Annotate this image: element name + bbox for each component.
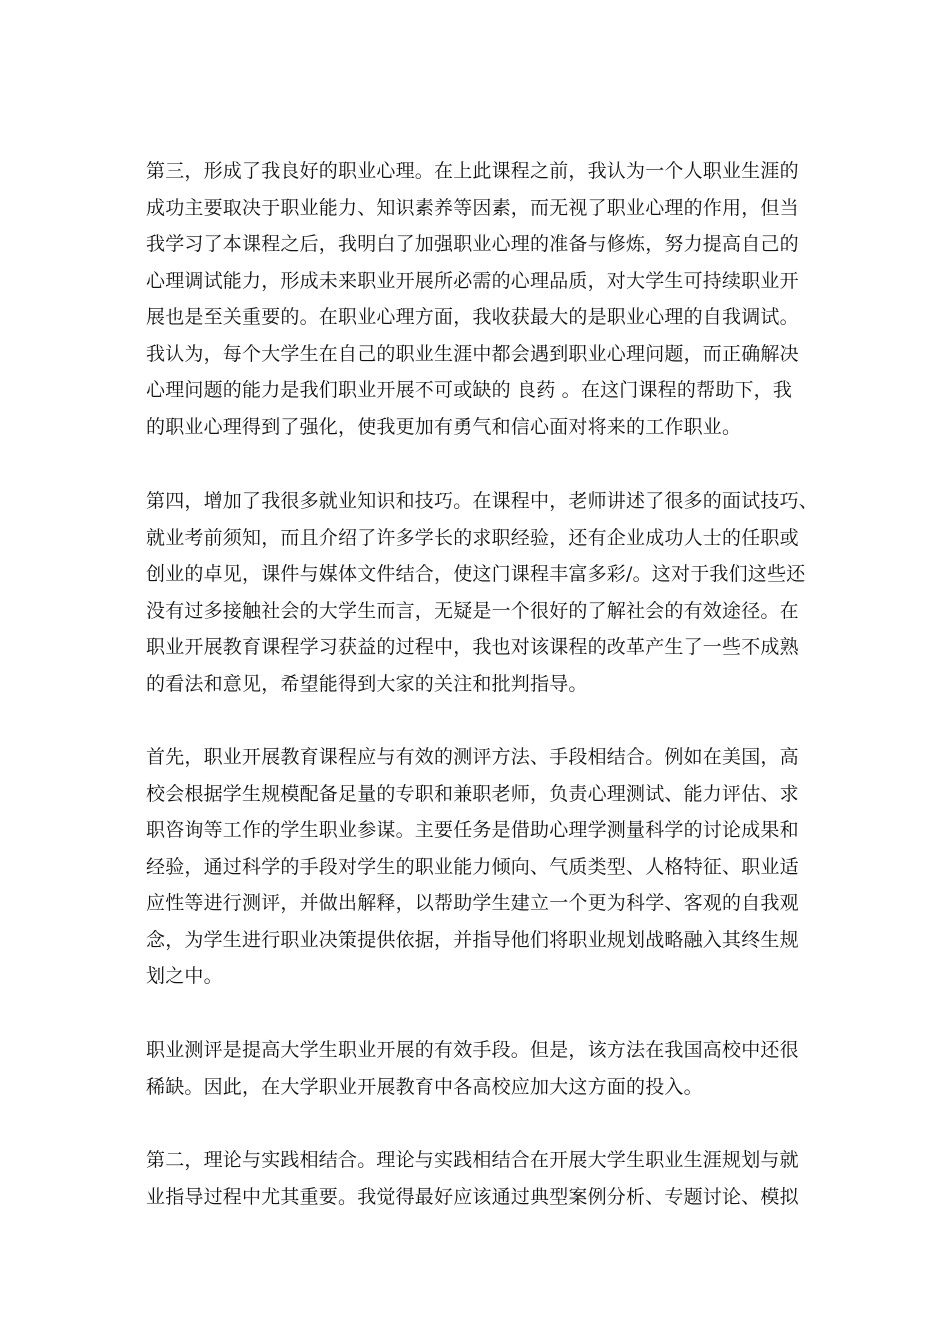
text-line: 划之中。: [146, 965, 223, 987]
text-line: 展也是至关重要的。在职业心理方面，我收获最大的是职业心理的自我调试。: [146, 306, 799, 328]
text-line: 成功主要取决于职业能力、知识素养等因素，而无视了职业心理的作用，但当: [146, 196, 799, 219]
text-line: 念，为学生进行职业决策提供依据，并指导他们将职业规划战略融入其终生规: [146, 928, 799, 951]
text-line: 我学习了本课程之后，我明白了加强职业心理的准备与修炼，努力提高自己的: [146, 233, 799, 255]
text-line: 稀缺。因此，在大学职业开展教育中各高校应加大这方面的投入。: [146, 1075, 703, 1098]
text-line: 创业的卓见，课件与媒体文件结合，使这门课程丰富多彩/。这对于我们这些还: [146, 563, 806, 585]
text-line: 首先，职业开展教育课程应与有效的测评方法、手段相结合。例如在美国，高: [146, 746, 799, 768]
paragraph-employment-skills: [146, 483, 846, 702]
text-line: 经验，通过科学的手段对学生的职业能力倾向、气质类型、人格特征、职业适: [146, 855, 799, 878]
text-line: 业指导过程中尤其重要。我觉得最好应该通过典型案例分析、专题讨论、模拟: [146, 1185, 799, 1208]
text-line: 就业考前须知，而且介绍了许多学长的求职经验，还有企业成功人士的任职或: [146, 526, 799, 549]
text-line: 第三，形成了我良好的职业心理。在上此课程之前，我认为一个人职业生涯的: [146, 160, 799, 182]
text-line: 职业开展教育课程学习获益的过程中，我也对该课程的改革产生了一些不成熟: [146, 636, 799, 658]
text-line: 第二，理论与实践相结合。理论与实践相结合在开展大学生职业生涯规划与就: [146, 1149, 799, 1171]
text-line: 心理调试能力，形成未来职业开展所必需的心理品质，对大学生可持续职业开: [146, 269, 799, 292]
text-line: 我认为，每个大学生在自己的职业生涯中都会遇到职业心理问题，而正确解决: [146, 342, 799, 365]
text-line: 职业测评是提高大学生职业开展的有效手段。但是，该方法在我国高校中还很: [146, 1039, 799, 1061]
text-line: 职咨询等工作的学生职业参谋。主要任务是借助心理学测量科学的讨论成果和: [146, 819, 799, 841]
text-line: 心理问题的能力是我们职业开展不可或缺的 良药 。在这门课程的帮助下，我: [146, 379, 793, 401]
text-line: 的看法和意见，希望能得到大家的关注和批判指导。: [146, 672, 588, 695]
text-line: 校会根据学生规模配备足量的专职和兼职老师，负责心理测试、能力评估、求: [146, 782, 799, 805]
text-line: 没有过多接触社会的大学生而言，无疑是一个很好的了解社会的有效途径。在: [146, 599, 799, 622]
text-line: 第四，增加了我很多就业知识和技巧。在课程中，老师讲述了很多的面试技巧、: [146, 490, 819, 512]
paragraph-assessment-methods: [146, 739, 846, 995]
text-line: 应性等进行测评，并做出解释，以帮助学生建立一个更为科学、客观的自我观: [146, 892, 799, 914]
text-line: 的职业心理得到了强化，使我更加有勇气和信心面对将来的工作职业。: [146, 415, 742, 438]
paragraph-career-testing: [146, 1032, 846, 1105]
paragraph-theory-practice: [146, 1142, 846, 1215]
paragraph-career-psychology: [146, 153, 846, 445]
